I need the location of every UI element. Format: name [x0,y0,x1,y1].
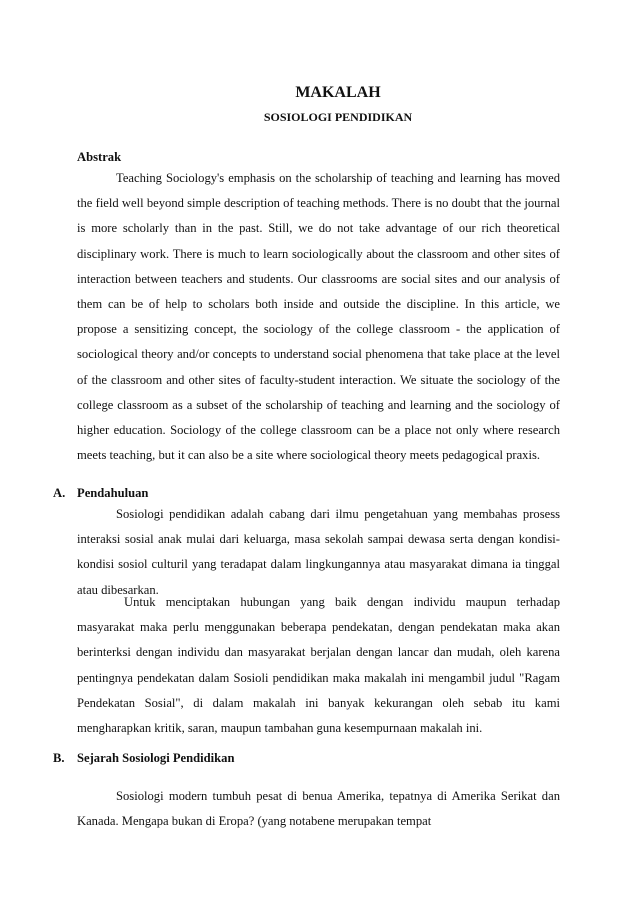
section-letter: A. [53,486,66,500]
section-b-paragraph-1: Sosiologi modern tumbuh pesat di benua Amerika, tepatnya di Amerika Serikat dan Kanada. Mengapa bukan di Eropa? (yang notabene merupakan tempat [77,789,560,829]
section-title: Sejarah Sosiologi Pendidikan [77,751,235,765]
section-letter: B. [53,751,65,765]
section-heading-a [53,486,148,501]
section-title: Pendahuluan [77,486,149,500]
abstract-heading: Abstrak [77,150,122,164]
abstract-paragraph: Teaching Sociology's emphasis on the scholarship of teaching and learning has moved the field well beyond simple description of teaching methods. There is no doubt that the journal is more scholarly than in the past. Still, we do not take advantage of our rich theoretical disciplinary work. There is much to learn sociologically about the classroom and other sites of interaction between teachers and students. Our classrooms are social sites and our analysis of them can be of help to scholars both inside and outside the discipline. In this article, we propose a sensitizing concept, the sociology of the college classroom - the application of sociological theory and/or concepts to understand social phenomena that take place at the level of the classroom and other sites of faculty-student interaction. We situate the sociology of the college classroom as a subset of the scholarship of teaching and learning and the sociology of higher education. Sociology of the college classroom can be a place not only where research meets teaching, but it can also be a site where sociological theory meets pedagogical praxis. [77,171,560,463]
section-a-paragraph-2: Untuk menciptakan hubungan yang baik dengan individu maupun terhadap masyarakat maka perlu menggunakan beberapa pendekatan, dengan pendekatan maka akan berinterksi dengan individu dan masyarakat berjalan dengan lancar dan mudah, oleh karena pentingnya pendekatan dalam Sosioli pendidikan maka makalah ini mengambil judul "Ragam Pendekatan Sosial", di dalam makalah ini banyak kekurangan oleh sebab itu kami mengharapkan kritik, saran, maupun tambahan guna kesempurnaan makalah ini. [77,595,560,736]
document-subtitle: SOSIOLOGI PENDIDIKAN [263,110,413,124]
section-heading-b [53,751,234,766]
document-title: MAKALAH [295,84,381,101]
section-a-paragraph-1: Sosiologi pendidikan adalah cabang dari ilmu pengetahuan yang membahas prosess interaksi sosial anak mulai dari keluarga, masa sekolah sampai dewasa serta dengan kondisi-kondisi sosiol culturil yang teradapat dalam lingkungannya atau masyarakat dimana ia tinggal atau dibesarkan. [77,507,560,597]
